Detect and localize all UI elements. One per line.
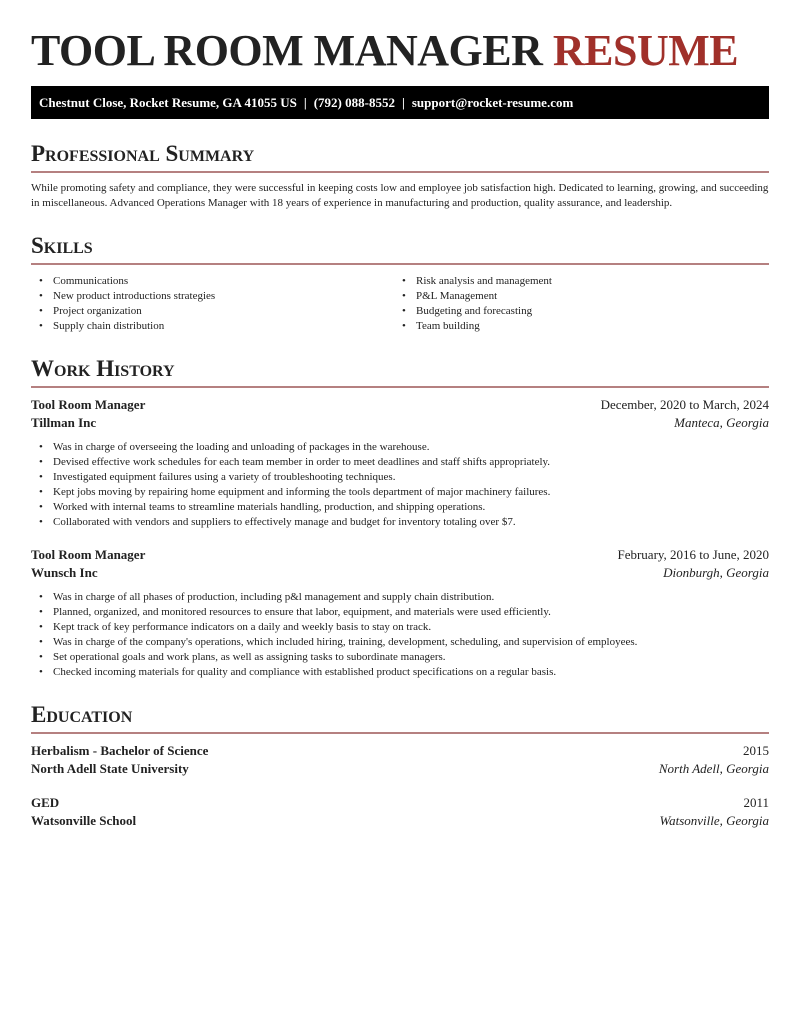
education-location: North Adell, Georgia xyxy=(658,761,769,776)
job-bullet: • Kept jobs moving by repairing home equipment and informing the tools department of major machinery failures. xyxy=(31,485,769,500)
summary-heading: Professional Summary xyxy=(31,141,769,173)
education-school-row xyxy=(31,760,769,778)
education-header-row xyxy=(31,742,769,760)
job-bullets xyxy=(31,590,769,680)
separator: | xyxy=(401,95,405,110)
job-bullet: • Was in charge of overseeing the loading and unloading of packages in the warehouse. xyxy=(31,440,769,455)
education-year: 2011 xyxy=(743,795,769,810)
separator: | xyxy=(303,95,307,110)
job-company: Wunsch Inc xyxy=(31,565,98,580)
job-header-row xyxy=(31,396,769,414)
job-dates: December, 2020 to March, 2024 xyxy=(600,397,769,412)
job-bullet: • Collaborated with vendors and suppliers to effectively manage and budget for inventory totaling over $7. xyxy=(31,515,769,530)
skill-item: • New product introductions strategies xyxy=(31,289,394,304)
education-year: 2015 xyxy=(743,743,769,758)
job-company-row xyxy=(31,414,769,432)
education-entry xyxy=(31,742,769,778)
skills-heading: Skills xyxy=(31,233,769,265)
contact-phone: (792) 088-8552 xyxy=(313,95,395,110)
work-heading: Work History xyxy=(31,356,769,388)
skill-item: • Budgeting and forecasting xyxy=(394,304,757,319)
education-heading: Education xyxy=(31,702,769,734)
work-history xyxy=(31,396,769,680)
job-bullet: • Devised effective work schedules for each team member in order to meet deadlines and staff shifts appropriately. xyxy=(31,455,769,470)
contact-address: Chestnut Close, Rocket Resume, GA 41055 US xyxy=(39,95,297,110)
skill-item: • Risk analysis and management xyxy=(394,274,757,289)
summary-text: While promoting safety and compliance, they were successful in keeping costs low and employee job satisfaction high. Dedicated to learning, growing, and succeeding in miscellaneous. Advanced Operations Manager with 18 years of experience in manufacturing and production, quality assurance, and leadership. xyxy=(31,182,769,209)
job-location: Manteca, Georgia xyxy=(674,415,769,430)
job-bullet: • Worked with internal teams to streamline materials handling, production, and shipping operations. xyxy=(31,500,769,515)
education-entry xyxy=(31,794,769,830)
education-school: North Adell State University xyxy=(31,761,189,776)
education-list xyxy=(31,742,769,830)
job-bullet: • Planned, organized, and monitored resources to ensure that labor, equipment, and materials were used efficiently. xyxy=(31,605,769,620)
resume-title xyxy=(31,28,769,74)
skill-item: • Communications xyxy=(31,274,394,289)
skill-item: • P&L Management xyxy=(394,289,757,304)
job-entry xyxy=(31,546,769,680)
education-location: Watsonville, Georgia xyxy=(659,813,769,828)
education-header-row xyxy=(31,794,769,812)
job-bullet: • Was in charge of all phases of production, including p&l management and supply chain distribution. xyxy=(31,590,769,605)
job-location: Dionburgh, Georgia xyxy=(663,565,769,580)
job-bullets xyxy=(31,440,769,530)
job-bullet: • Kept track of key performance indicators on a daily and weekly basis to stay on track. xyxy=(31,620,769,635)
job-dates: February, 2016 to June, 2020 xyxy=(617,547,769,562)
job-header-row xyxy=(31,546,769,564)
education-degree: GED xyxy=(31,795,60,810)
job-company: Tillman Inc xyxy=(31,415,97,430)
education-degree: Herbalism - Bachelor of Science xyxy=(31,743,209,758)
job-bullet: • Set operational goals and work plans, as well as assigning tasks to subordinate managers. xyxy=(31,650,769,665)
education-school-row xyxy=(31,812,769,830)
skill-item: • Project organization xyxy=(31,304,394,319)
job-title: Tool Room Manager xyxy=(31,397,146,412)
skills-right-column xyxy=(394,274,757,334)
skill-item: • Supply chain distribution xyxy=(31,319,394,334)
job-bullet: • Investigated equipment failures using a variety of troubleshooting techniques. xyxy=(31,470,769,485)
contact-email[interactable]: support@rocket-resume.com xyxy=(411,95,574,110)
title-accent: RESUME xyxy=(552,26,739,75)
education-school: Watsonville School xyxy=(31,813,137,828)
job-company-row xyxy=(31,564,769,582)
job-bullet: • Was in charge of the company's operations, which included hiring, training, development, scheduling, and supervision of employees. xyxy=(31,635,769,650)
contact-bar xyxy=(31,86,769,119)
title-main: TOOL ROOM MANAGER xyxy=(31,26,543,75)
resume-page xyxy=(31,0,769,830)
job-bullet: • Checked incoming materials for quality and compliance with established product specifications on a regular basis. xyxy=(31,665,769,680)
skills-left-column xyxy=(31,274,394,334)
job-entry xyxy=(31,396,769,530)
job-title: Tool Room Manager xyxy=(31,547,146,562)
skills-list xyxy=(31,274,769,334)
skill-item: • Team building xyxy=(394,319,757,334)
